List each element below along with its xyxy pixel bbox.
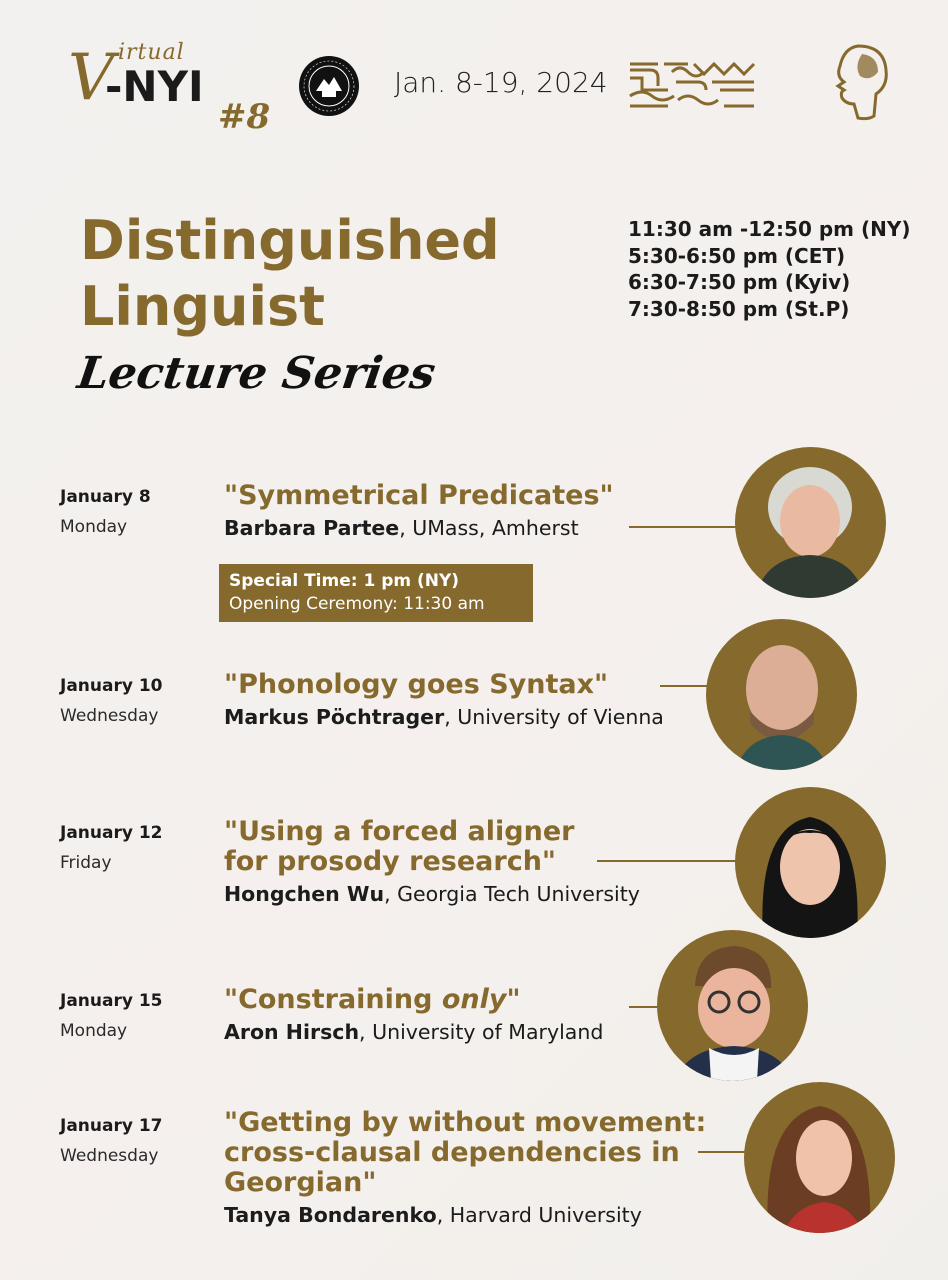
speaker-name: Aron Hirsch xyxy=(224,1020,360,1044)
lecture-title-start: "Constraining xyxy=(224,984,442,1015)
connector-line xyxy=(597,860,737,862)
person-avatar-icon xyxy=(735,447,886,598)
logo-edition-number: #8 xyxy=(218,97,271,137)
lecture-1-speaker xyxy=(224,516,579,540)
lecture-weekday: Friday xyxy=(60,853,112,873)
title-line-1: Distinguished xyxy=(80,209,500,272)
lecture-title-line: "Symmetrical Predicates" xyxy=(224,480,614,511)
lecture-title-line: cross-clausal dependencies in xyxy=(224,1137,680,1168)
logo-nyi-text: -NYI xyxy=(105,62,204,111)
time-kyiv: 6:30-7:50 pm (Kyiv) xyxy=(628,270,851,294)
lecture-title-line: "Getting by without movement: xyxy=(224,1107,707,1138)
speaker-affiliation: , Harvard University xyxy=(436,1203,642,1227)
lecture-title-end: " xyxy=(506,984,521,1015)
special-time-label: Special Time: 1 pm (NY) xyxy=(229,571,460,591)
speaker-name: Barbara Partee xyxy=(224,516,400,540)
lecture-title-line: for prosody research" xyxy=(224,846,556,877)
logo-v-letter: V xyxy=(68,41,115,115)
connector-line xyxy=(629,526,737,528)
speaker-affiliation: , University of Vienna xyxy=(444,705,664,729)
institute-seal-icon xyxy=(298,55,360,117)
connector-line xyxy=(660,685,708,687)
lecture-3-speaker xyxy=(224,882,640,906)
lecture-date: January 8 xyxy=(60,487,151,507)
lecture-title-line: "Phonology goes Syntax" xyxy=(224,669,609,700)
person-avatar-icon xyxy=(706,619,857,770)
page-subtitle: Lecture Series xyxy=(74,348,439,399)
lecture-date: January 12 xyxy=(60,823,163,843)
lecture-date: January 17 xyxy=(60,1116,163,1136)
speaker-affiliation: , University of Maryland xyxy=(359,1020,604,1044)
lecture-weekday: Wednesday xyxy=(60,706,159,726)
speaker-affiliation: , Georgia Tech University xyxy=(384,882,640,906)
special-time-box xyxy=(219,564,533,622)
speaker-photo-bondarenko xyxy=(744,1082,895,1233)
time-stp: 7:30-8:50 pm (St.P) xyxy=(628,296,850,321)
lecture-1-date xyxy=(60,482,151,542)
time-ny: 11:30 am -12:50 pm (NY) xyxy=(628,217,911,241)
lecture-title-emphasis: only xyxy=(441,984,507,1015)
speaker-name: Tanya Bondarenko xyxy=(224,1203,437,1227)
lecture-weekday: Wednesday xyxy=(60,1146,159,1166)
speaker-name: Hongchen Wu xyxy=(224,882,385,906)
connector-line xyxy=(698,1151,746,1153)
lecture-date: January 10 xyxy=(60,676,163,696)
head-profile-logo-icon xyxy=(828,42,890,122)
lecture-3-date xyxy=(60,818,163,878)
lecture-2-date xyxy=(60,671,163,731)
lecture-2-title xyxy=(224,670,608,700)
lecture-weekday: Monday xyxy=(60,517,128,537)
opening-ceremony-label: Opening Ceremony: 11:30 am xyxy=(229,594,485,614)
lecture-weekday: Monday xyxy=(60,1021,128,1041)
page-title xyxy=(80,208,500,340)
connector-line xyxy=(629,1006,659,1008)
speaker-photo-pochtrager xyxy=(706,619,857,770)
lecture-4-date xyxy=(60,986,163,1046)
ornament-pattern-icon xyxy=(628,60,756,110)
lecture-3-title xyxy=(224,817,574,877)
person-avatar-icon xyxy=(657,930,808,1081)
lecture-1-title xyxy=(224,481,614,511)
logo-virtual-text: irtual xyxy=(118,40,185,65)
lecture-5-speaker xyxy=(224,1203,642,1227)
lecture-4-speaker xyxy=(224,1020,603,1044)
time-cet: 5:30-6:50 pm (CET) xyxy=(628,243,846,268)
title-line-2: Linguist xyxy=(80,275,325,338)
lecture-date: January 15 xyxy=(60,991,163,1011)
person-avatar-icon xyxy=(744,1082,895,1233)
speaker-photo-partee xyxy=(735,447,886,598)
time-zones-list xyxy=(628,216,910,322)
lecture-5-title xyxy=(224,1108,706,1198)
speaker-affiliation: , UMass, Amherst xyxy=(399,516,579,540)
person-avatar-icon xyxy=(735,787,886,938)
lecture-title-line: "Using a forced aligner xyxy=(224,816,575,847)
lecture-5-date xyxy=(60,1111,163,1171)
lecture-title-line: Georgian" xyxy=(224,1167,377,1198)
speaker-photo-wu xyxy=(735,787,886,938)
speaker-name: Markus Pöchtrager xyxy=(224,705,445,729)
speaker-photo-hirsch xyxy=(657,930,808,1081)
event-dates: Jan. 8-19, 2024 xyxy=(394,66,608,99)
lecture-2-speaker xyxy=(224,705,664,729)
lecture-4-title xyxy=(224,985,521,1015)
